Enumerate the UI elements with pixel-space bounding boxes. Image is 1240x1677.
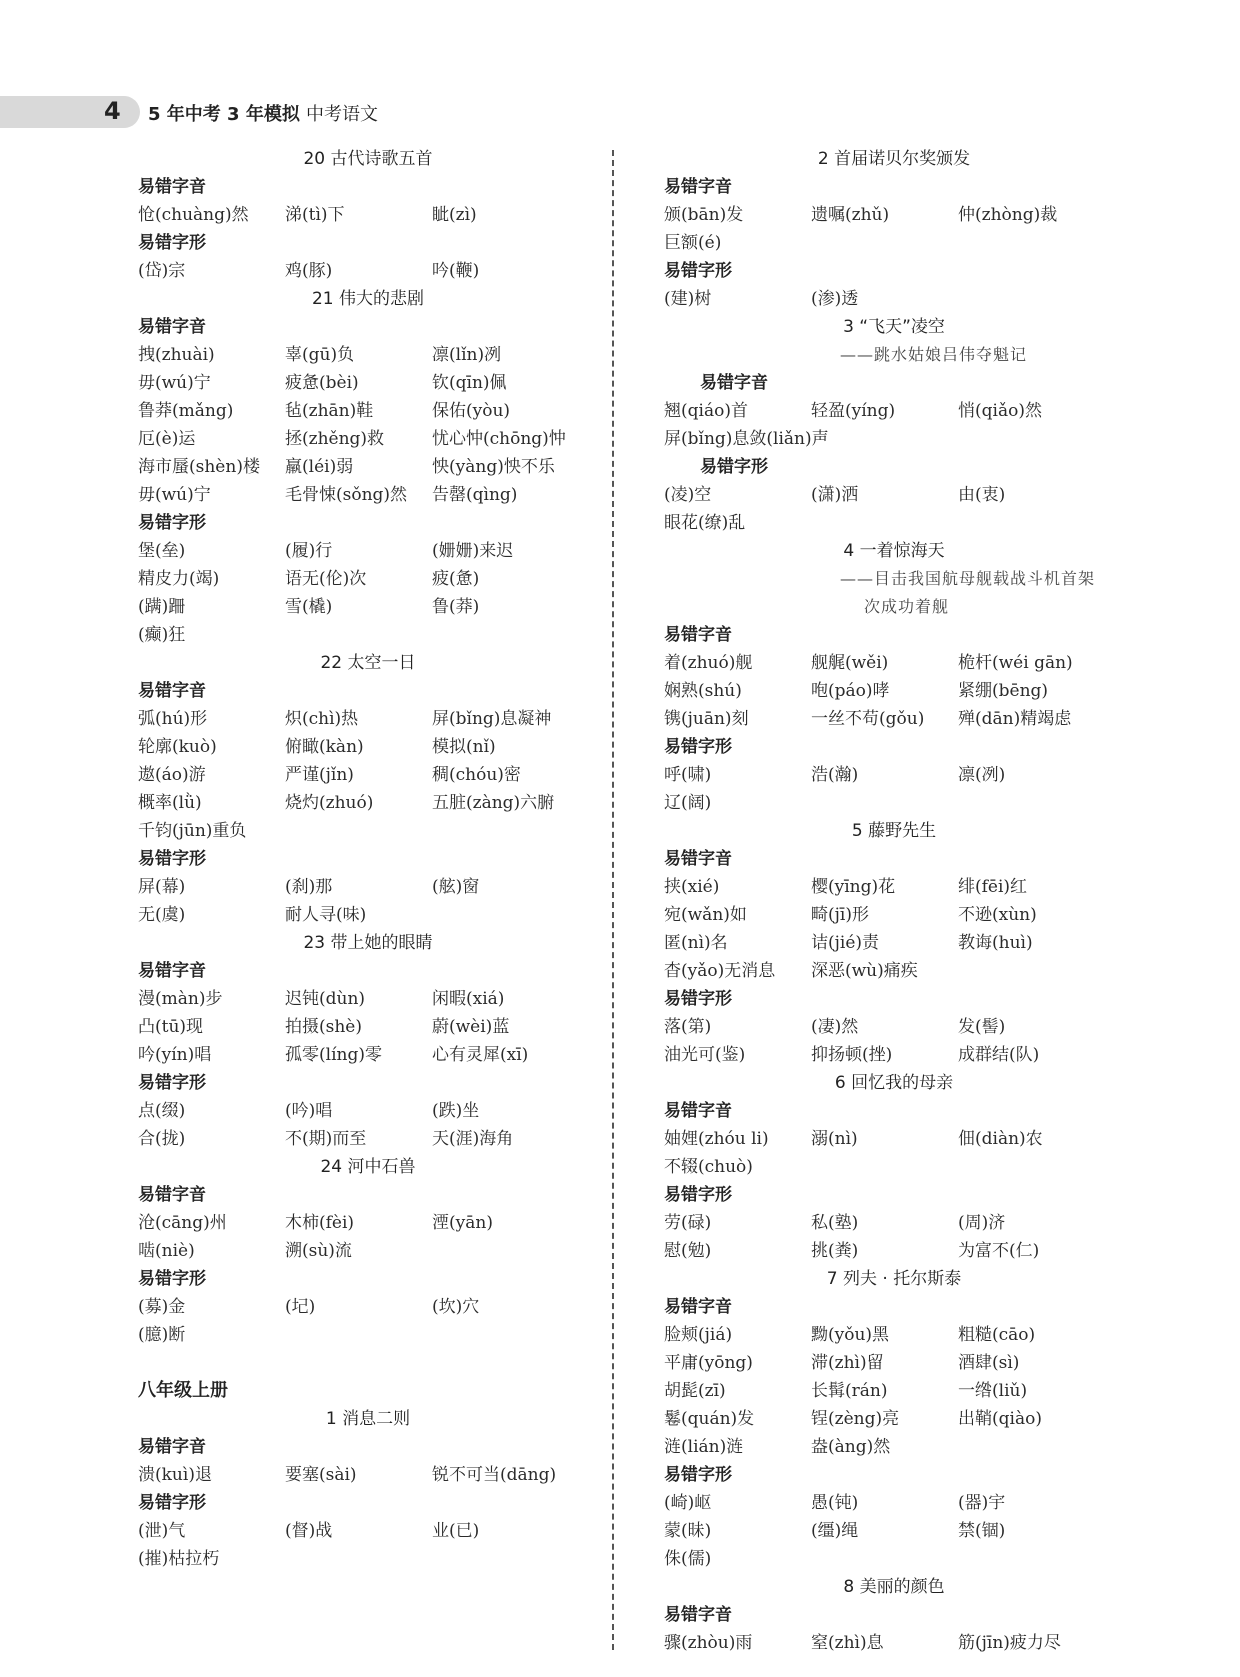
word-grid [664,873,1124,985]
word-item: 无(虞) [138,905,186,925]
word-item: 厄(è)运 [138,429,196,449]
pronunciation-label: 易错字音 [664,1605,732,1625]
character-form-label: 易错字形 [138,1073,206,1093]
lesson-subtitle-line1: ——目击我国航母舰载战斗机首架 [840,569,1096,588]
word-item: 凛(冽) [958,765,1006,785]
word-grid [664,1013,1124,1069]
word-item: 漫(màn)步 [138,989,223,1009]
word-item: 湮(yān) [432,1213,493,1233]
word-item: (跌)坐 [432,1101,480,1121]
word-item: 教诲(huì) [958,933,1033,953]
word-item: 模拟(nǐ) [432,737,496,757]
word-item: 黝(yǒu)黑 [811,1325,890,1345]
word-item: 镌(juān)刻 [664,709,749,729]
word-item: 千钧(jūn)重负 [138,821,247,841]
word-item: 业(已) [432,1521,480,1541]
word-item: (吟)唱 [285,1101,333,1121]
word-item: 锃(zèng)亮 [811,1409,900,1429]
word-item: 劳(碌) [664,1213,712,1233]
word-item: 私(塾) [811,1213,859,1233]
pronunciation-label: 易错字音 [138,681,206,701]
word-grid [138,985,598,1069]
word-item: 骤(zhòu)雨 [664,1633,753,1653]
word-item: (臆)断 [138,1325,186,1345]
word-item: 呼(啸) [664,765,712,785]
pronunciation-label: 易错字音 [138,961,206,981]
word-item: (崎)岖 [664,1493,712,1513]
word-item: 疲惫(bèi) [285,373,359,393]
word-item: 蔚(wèi)蓝 [432,1017,510,1037]
lesson-block [138,145,598,285]
word-grid [138,341,598,509]
character-form-label: 易错字形 [664,989,732,1009]
word-grid [664,397,1124,453]
lesson-block [138,1405,598,1573]
word-item: 妯娌(zhóu li) [664,1129,769,1149]
lesson-title: 3 “飞天”凌空 [843,317,945,337]
word-item: (募)金 [138,1297,186,1317]
word-item: 五脏(zàng)六腑 [432,793,555,813]
word-item: 俯瞰(kàn) [285,737,364,757]
lesson-title: 8 美丽的颜色 [843,1577,945,1597]
left-column [138,145,598,1573]
word-item: 拯(zhěng)救 [285,429,385,449]
word-grid [138,1461,598,1489]
word-item: 保佑(yòu) [432,401,511,421]
word-item: 愚(钝) [811,1493,859,1513]
word-item: 告罄(qìng) [432,485,518,505]
word-item: (圮) [285,1297,316,1317]
lesson-block [138,1153,598,1349]
word-item: 涕(tì)下 [285,205,345,225]
lesson-title: 1 消息二则 [325,1409,411,1429]
lesson-block [664,817,1124,1069]
lesson-title: 22 太空一日 [320,653,416,673]
word-item: 禁(锢) [958,1521,1006,1541]
word-item: 点(缀) [138,1101,186,1121]
word-item: 拽(zhuài) [138,345,215,365]
word-grid [664,1321,1124,1461]
pronunciation-label: 易错字音 [664,1101,732,1121]
word-item: 吟(yín)唱 [138,1045,212,1065]
word-item: 弧(hú)形 [138,709,208,729]
word-item: 畸(jī)形 [811,905,869,925]
word-item: 酒肆(sì) [958,1353,1020,1373]
word-item: (凌)空 [664,485,712,505]
word-grid [138,873,598,929]
word-item: 挑(粪) [811,1241,859,1261]
word-grid [138,1097,598,1153]
word-item: (姗姗)来迟 [432,541,514,561]
word-item: 拍摄(shè) [285,1017,362,1037]
word-item: 长髯(rán) [811,1381,888,1401]
word-item: (坎)穴 [432,1297,480,1317]
word-item: 油光可(鉴) [664,1045,746,1065]
lesson-block [664,145,1124,313]
word-item: 辜(gū)负 [285,345,355,365]
word-item: 闲暇(xiá) [432,989,505,1009]
word-item: 滞(zhì)留 [811,1353,884,1373]
word-grid [664,1629,1124,1657]
word-item: 堡(垒) [138,541,186,561]
lesson-subtitle-line2: 次成功着舰 [864,597,950,616]
word-item: 毋(wú)宁 [138,485,211,505]
word-item: (泄)气 [138,1521,186,1541]
word-item: 不辍(chuò) [664,1157,753,1177]
lesson-title: 24 河中石兽 [320,1157,416,1177]
word-item: (缰)绳 [811,1521,859,1541]
word-grid [138,1209,598,1265]
word-grid [664,649,1124,733]
word-item: 咆(páo)哮 [811,681,890,701]
word-item: 溃(kuì)退 [138,1465,212,1485]
word-item: 涟(lián)涟 [664,1437,744,1457]
word-item: 凛(lǐn)冽 [432,345,502,365]
word-item: 钦(qīn)佩 [432,373,507,393]
word-item: (履)行 [285,541,333,561]
word-item: 锐不可当(dāng) [432,1465,557,1485]
pronunciation-label: 易错字音 [664,625,732,645]
word-item: 合(拢) [138,1129,186,1149]
word-item: 不(期)而至 [285,1129,367,1149]
word-item: 挟(xié) [664,877,720,897]
word-item: 杳(yǎo)无消息 [664,961,776,981]
pronunciation-label: 易错字音 [664,849,732,869]
word-item: 筋(jīn)疲力尽 [958,1633,1061,1653]
word-item: 天(涯)海角 [432,1129,514,1149]
word-item: 出鞘(qiào) [958,1409,1042,1429]
word-item: 轻盈(yíng) [811,401,896,421]
lesson-block [664,1069,1124,1265]
word-item: 紧绷(bēng) [958,681,1049,701]
word-item: 怆(chuàng)然 [138,205,249,225]
word-item: 巨额(é) [664,233,722,253]
word-item: 匿(nì)名 [664,933,728,953]
word-item: 溺(nì) [811,1129,858,1149]
word-item: (凄)然 [811,1017,859,1037]
word-item: 诘(jié)责 [811,933,880,953]
word-item: (岱)宗 [138,261,186,281]
word-item: (潇)洒 [811,485,859,505]
word-item: 烧灼(zhuó) [285,793,374,813]
word-grid [138,257,598,285]
word-item: 蒙(昧) [664,1521,712,1541]
word-grid [138,537,598,649]
word-item: 侏(儒) [664,1549,712,1569]
character-form-label: 易错字形 [138,513,206,533]
page-header [0,96,1240,128]
word-item: 由(衷) [958,485,1006,505]
pronunciation-label: 易错字音 [138,1437,206,1457]
word-item: 盎(àng)然 [811,1437,891,1457]
word-item: 慰(勉) [664,1241,712,1261]
pronunciation-label: 易错字音 [138,317,206,337]
word-item: 深恶(wù)痛疾 [811,961,918,981]
word-item: (蹒)跚 [138,597,186,617]
word-item: 轮廓(kuò) [138,737,217,757]
word-item: 概率(lǜ) [138,793,202,813]
character-form-label: 易错字形 [138,849,206,869]
character-form-label: 易错字形 [664,1465,732,1485]
word-grid [138,201,598,229]
page-number: 4 [104,97,121,125]
lesson-block [664,1573,1124,1657]
word-item: 仲(zhòng)裁 [958,205,1058,225]
word-item: (督)战 [285,1521,333,1541]
word-item: 孤零(líng)零 [285,1045,382,1065]
word-grid [664,1125,1124,1181]
character-form-label: 易错字形 [138,1269,206,1289]
lesson-title: 4 一着惊海天 [843,541,945,561]
word-item: (建)树 [664,289,712,309]
word-item: 语无(伦)次 [285,569,367,589]
right-column [664,145,1124,1657]
word-item: (渗)透 [811,289,859,309]
lesson-block [138,929,598,1153]
word-item: 樱(yīng)花 [811,877,896,897]
word-item: 稠(chóu)密 [432,765,521,785]
word-item: 毛骨悚(sǒng)然 [285,485,408,505]
word-item: 胡髭(zī) [664,1381,726,1401]
word-item: (摧)枯拉朽 [138,1549,220,1569]
word-item: 疲(惫) [432,569,480,589]
word-item: 窒(zhì)息 [811,1633,884,1653]
word-item: 毡(zhān)鞋 [285,401,374,421]
word-item: 海市蜃(shèn)楼 [138,457,260,477]
word-item: 羸(léi)弱 [285,457,354,477]
word-item: 严谨(jǐn) [285,765,354,785]
word-item: 宛(wǎn)如 [664,905,747,925]
word-item: 屏(bǐng)息凝神 [432,709,552,729]
word-item: 辽(阔) [664,793,712,813]
word-item: 脸颊(jiá) [664,1325,733,1345]
lesson-title: 20 古代诗歌五首 [303,149,433,169]
character-form-label: 易错字形 [138,233,206,253]
word-item: 凸(tū)现 [138,1017,204,1037]
word-item: 忧心忡(chōng)忡 [432,429,566,449]
word-item: 佃(diàn)农 [958,1129,1043,1149]
word-item: 鲁(莽) [432,597,480,617]
character-form-label: 易错字形 [700,457,768,477]
character-form-label: 易错字形 [664,737,732,757]
word-item: 耐人寻(味) [285,905,367,925]
word-grid [664,201,1124,257]
word-item: 屏(幕) [138,877,186,897]
pronunciation-label: 易错字音 [700,373,768,393]
word-item: 颁(bān)发 [664,205,744,225]
word-grid [138,1517,598,1573]
word-item: 迟钝(dùn) [285,989,366,1009]
word-item: 毋(wú)宁 [138,373,211,393]
word-item: (癫)狂 [138,625,186,645]
word-item: 落(第) [664,1017,712,1037]
word-item: 绯(fēi)红 [958,877,1028,897]
lesson-block [664,1265,1124,1573]
word-item: 溯(sù)流 [285,1241,352,1261]
word-item: 木柿(fèi) [285,1213,355,1233]
word-item: 精皮力(竭) [138,569,220,589]
lesson-title: 5 藤野先生 [851,821,937,841]
word-item: 翘(qiáo)首 [664,401,748,421]
word-item: 浩(瀚) [811,765,859,785]
character-form-label: 易错字形 [664,261,732,281]
word-item: 平庸(yōng) [664,1353,753,1373]
lesson-block [664,537,1124,817]
word-item: 抑扬顿(挫) [811,1045,893,1065]
word-item: 鲁莽(mǎng) [138,401,234,421]
word-grid [664,285,1124,313]
word-item: 不逊(xùn) [958,905,1037,925]
word-item: (刹)那 [285,877,333,897]
character-form-label: 易错字形 [138,1493,206,1513]
word-item: 心有灵犀(xī) [432,1045,529,1065]
pronunciation-label: 易错字音 [664,177,732,197]
word-item: 鬈(quán)发 [664,1409,755,1429]
lesson-title: 23 带上她的眼睛 [303,933,433,953]
word-item: 着(zhuó)舰 [664,653,753,673]
lesson-subtitle: ——跳水姑娘吕伟夺魁记 [840,345,1028,364]
pronunciation-label: 易错字音 [138,177,206,197]
column-divider [612,150,614,1650]
word-item: 娴熟(shú) [664,681,742,701]
word-grid [664,1489,1124,1573]
word-item: 一绺(liǔ) [958,1381,1028,1401]
word-grid [138,705,598,845]
word-item: 沧(cāng)州 [138,1213,227,1233]
word-grid [664,1209,1124,1265]
lesson-title: 6 回忆我的母亲 [834,1073,954,1093]
word-grid [138,1293,598,1349]
lesson-title: 21 伟大的悲剧 [311,289,425,309]
word-item: 遨(áo)游 [138,765,206,785]
word-item: 怏(yàng)怏不乐 [432,457,555,477]
word-item: 粗糙(cāo) [958,1325,1036,1345]
word-item: 吟(鞭) [432,261,480,281]
word-grid [664,481,1124,537]
word-item: 眦(zì) [432,205,477,225]
word-item: (周)济 [958,1213,1006,1233]
word-item: 遗嘱(zhǔ) [811,205,890,225]
word-item: 一丝不苟(gǒu) [811,709,925,729]
word-item: 舰艉(wěi) [811,653,889,673]
grade-title: 八年级上册 [138,1380,228,1401]
lesson-block [138,285,598,649]
lesson-block [138,649,598,929]
lesson-title: 2 首届诺贝尔奖颁发 [817,149,971,169]
word-item: (器)宇 [958,1493,1006,1513]
word-item: 为富不(仁) [958,1241,1040,1261]
word-item: 成群结(队) [958,1045,1040,1065]
word-item: 啮(niè) [138,1241,195,1261]
word-item: 悄(qiǎo)然 [958,401,1042,421]
word-item: 桅杆(wéi gān) [958,653,1073,673]
lesson-block [664,313,1124,537]
word-item: 要塞(sài) [285,1465,357,1485]
word-item: (舷)窗 [432,877,480,897]
word-item: 殚(dān)精竭虑 [958,709,1072,729]
character-form-label: 易错字形 [664,1185,732,1205]
word-item: 屏(bǐng)息敛(liǎn)声 [664,429,829,449]
word-item: 发(髻) [958,1017,1006,1037]
word-item: 炽(chì)热 [285,709,359,729]
word-grid [664,761,1124,817]
subject-title: 中考语文 [306,104,378,125]
word-item: 眼花(缭)乱 [664,513,746,533]
word-item: 雪(橇) [285,597,333,617]
book-title: 5 年中考 3 年模拟 [148,104,300,125]
lesson-title: 7 列夫 · 托尔斯泰 [826,1269,962,1289]
pronunciation-label: 易错字音 [664,1297,732,1317]
pronunciation-label: 易错字音 [138,1185,206,1205]
word-item: 鸡(豚) [285,261,333,281]
